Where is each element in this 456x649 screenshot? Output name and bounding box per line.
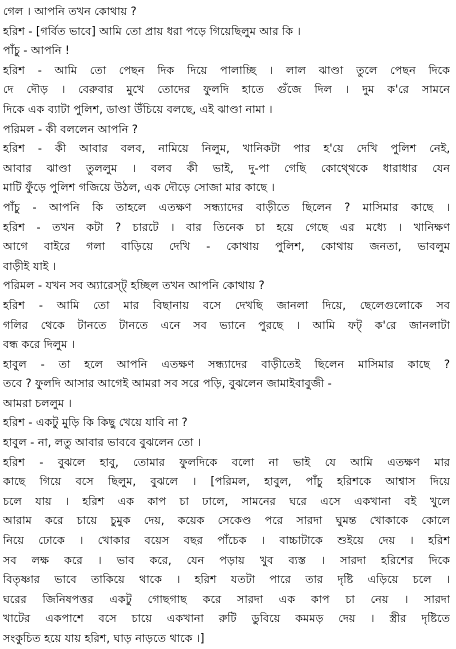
text-line: আরাম করে চায়ে চুমুক দেয়, কয়েক সেকেণ্ড পরে সারদা ঘুমন্ত খোকাকে কোলে: [3, 514, 450, 528]
text-line: পরিমল - যখন সব অ্যারেস্ট্ হচ্ছিল তখন আপনি কোথায় ?: [3, 279, 265, 293]
text-line: মাটি ফুঁড়ে পুলিশ গজিয়ে উঠল, এক দৌড়ে সোজা মার কাছে ।: [3, 181, 275, 195]
text-line: খাটের একপাশে বসে চায়ে একখানা রুটি ডুবিয়ে কমমড় দেয় । স্ত্রীর দৃষ্টিতে: [3, 612, 450, 626]
text-line: ঘরের জিনিষপত্তর একটু গোছগাছ করে সারদা এক কাপ চা নেয় । সারদা: [3, 592, 450, 606]
text-line: চলে যায় । হরিশ এক কাপ চা ঢালে, সামনের ঘরে এসে একখানা বই খুলে: [3, 494, 450, 508]
text-line: পাঁচু - আপনি কি তাহলে এতক্ষণ সন্ধ্যাদের বাড়ীতে ছিলেন ? মাসিমার কাছে ।: [3, 200, 450, 214]
text-line: বাড়ীই যাই ।: [3, 259, 57, 273]
text-line: আবার ঝাণ্ডা তুললুম । বলব কী ভাই, দু-পা গেছি কোথ্থেকে ধারাধার যেন: [3, 161, 450, 175]
text-line: আমরা চললুম ।: [3, 396, 72, 410]
text-line: পরিমল - কী বললেন আপনি ?: [3, 122, 138, 136]
text-line: হরিশ - আমি তো পেছন দিক দিয়ে পালাচ্ছি । লাল ঝাণ্ডা তুলে পেছন দিকে: [3, 63, 450, 77]
text-line: হরিশ - কী আবার বলব, নামিয়ে নিলুম, খানিকটা পার হ'য়ে দেখি পুলিশ নেই,: [3, 142, 450, 156]
text-line: দিকে এক ব্যাটা পুলিশ, ডাণ্ডা উঁচিয়ে বলছে, এই ঝাণ্ডা নামা ।: [3, 102, 273, 116]
text-line: তবে ? ফুলদি আসার আগেই আমরা সব সরে পড়ি, বুঝলেন জামাইবাবুজী -: [3, 377, 332, 391]
text-line: বিতৃষ্ণার ভাবে তাকিয়ে থাকে । হরিশ যতটা পারে তার দৃষ্টি এড়িয়ে চলে ।: [3, 573, 450, 587]
text-line: নিয়ে ঢোকে । খোকার বয়েস বছর পাঁচেক । বাচ্চাটাকে শুইয়ে দেয় । হরিশ: [3, 534, 450, 548]
text-line: হরিশ - বুঝলে হাবু, তোমার ফুলদিকে বলো না ভাই যে আমি এতক্ষণ মার: [3, 455, 450, 469]
text-line: হরিশ - তখন কটা ? চারটে । বার তিনেক চা হয়ে গেছে এর মধ্যে । খানিক্ষণ: [3, 220, 450, 234]
text-line: কাছে গিয়ে বসে ছিলুম, বুঝলে । [পরিমল, হাবুল, পাঁচু হরিশকে আশ্বাস দিয়ে: [3, 475, 450, 489]
text-line: পাঁচু - আপনি !: [3, 44, 70, 58]
text-line: হরিশ - আমি তো মার বিছানায় বসে দেখছি জানলা দিয়ে, ছেলেগুলোকে সব: [3, 298, 450, 312]
text-line: হাবুল - তা হলে আপনি এতক্ষণ সন্ধ্যাদের বাড়ীতেই ছিলেন মাসিমার কাছে ?: [3, 357, 450, 371]
text-line: দে দৌড় । বেরুবার মুখে তোদের ফুলদি হাতে গুঁজে দিল । দুম ক'রে সামনে: [3, 83, 450, 97]
text-line: হরিশ - একটু মুড়ি কি কিছু খেয়ে যাবি না ?: [3, 416, 188, 430]
text-line: গেল । আপনি তখন কোথায় ?: [3, 5, 137, 18]
text-line: সব লক্ষ করে । ভাব করে, যেন পড়ায় খুব ব্যস্ত । সারদা হরিশের দিকে: [3, 553, 450, 567]
text-line: বন্ধ করে দিলুম ।: [3, 338, 75, 352]
text-line: আগে বাইরে গলা বাড়িয়ে দেখি - কোথায় পুলিশ, কোথায় জনতা, ভাবলুম: [3, 240, 450, 254]
text-line: হাবুল - না, লতু আবার ভাববে বুঝলেন তো ।: [3, 436, 201, 450]
text-line: হরিশ - [গর্বিত ভাবে] আমি তো প্রায় ধরা পড়ে গিয়েছিলুম আর কি ।: [3, 24, 301, 38]
text-line: গলির থেকে টানতে টানতে এনে সব ভ্যানে পুরছে । আমি ফট্ ক'রে জানলাটা: [3, 318, 450, 332]
text-line: সংকুচিত হয়ে যায় হরিশ, ঘাড় নাড়তে থাকে ।]: [3, 632, 205, 645]
